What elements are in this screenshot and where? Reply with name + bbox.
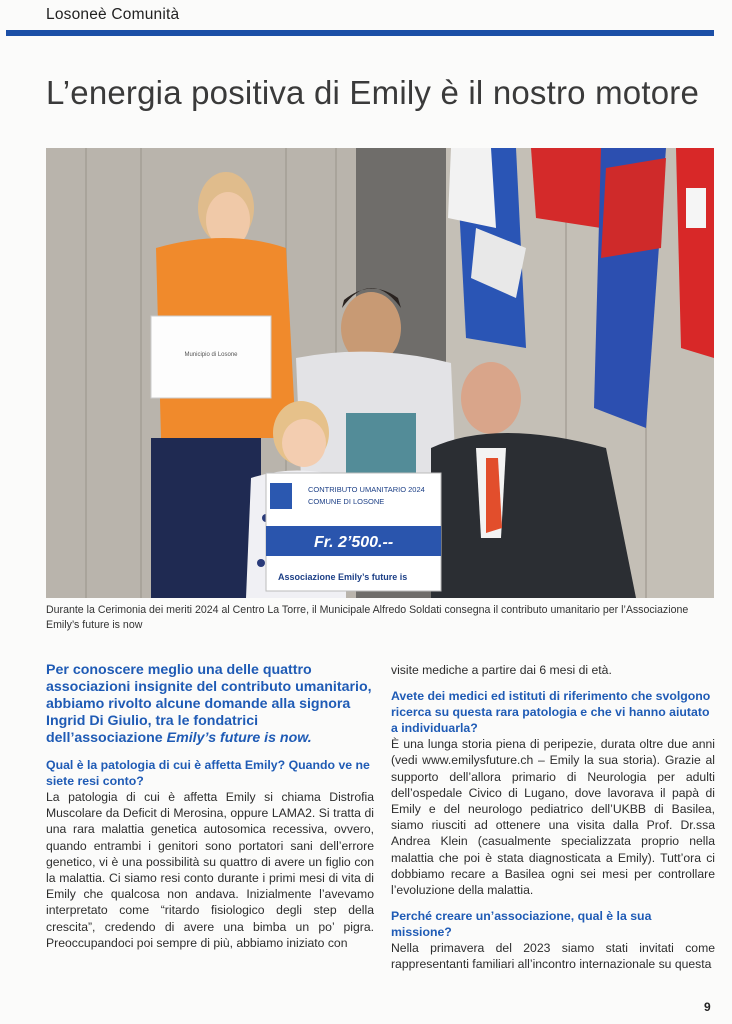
article-headline: L’energia positiva di Emily è il nostro motore <box>46 74 700 111</box>
article-photo <box>46 148 714 598</box>
answer-2: È una lunga storia piena di peripezie, durata oltre due anni (vedi www.emilysfuture.ch – Emily la sua storia). Grazie al supporto dell’allora primario di Neurologia per adulti dell’ospedale Civico di Lugano, dove lavorava il papà di Emily e del neurologo pediatrico dell’UKBB di Basilea, siamo riusciti ad ottenere una visita dalla Prof. Dr.ssa Andrea Klein (casualmente specializzata proprio nella malattia che poi è stata diagnosticata a Emily). Tutt’ora ci dobbiamo recare a Basilea ogni sei mesi per controllare l’evoluzione della malattia. <box>391 737 715 898</box>
answer-1-continued: visite mediche a partire dai 6 mesi di età. <box>391 663 612 677</box>
certificate-text: Municipio di Losone <box>184 352 238 358</box>
photo-caption: Durante la Cerimonia dei meriti 2024 al Centro La Torre, il Municipale Alfredo Soldati consegna il contributo umanitario per l’Associazione Emily’s future is now <box>46 604 689 631</box>
question-2: Avete dei medici ed istituti di riferimento che svolgono ricerca su questa rara patologia e che vi hanno aiutato a individuarla? <box>391 689 711 736</box>
article-lead: Per conoscere meglio una delle quattro associazioni insignite del contributo umanitario, abbiamo rivolto alcune domande alla signora Ingrid Di Giulio, tra le fondatrici dell’associazione Emily’s future is now. <box>46 662 372 746</box>
check-subtitle: COMUNE DI LOSONE <box>308 497 385 506</box>
check-amount: Fr. 2’500.-- <box>314 534 394 551</box>
header-rule <box>6 30 714 36</box>
section-label: Losoneè Comunità <box>46 6 180 23</box>
donation-check <box>266 473 441 591</box>
page-number: 9 <box>704 1000 711 1014</box>
answer-3: Nella primavera del 2023 siamo stati invitati come rappresentanti familiari all’incontro internazionale su questa <box>391 941 715 972</box>
article-column-left <box>46 662 374 951</box>
answer-1: La patologia di cui è affetta Emily si chiama Distrofia Muscolare da Deficit di Merosina, oppure LAMA2. Si tratta di una rara malattia genetica autosomica recessiva, ovvero, quando entrambi i genitori sono portatori sani dell’errore genetico, vi è una possibilità su quattro di avere un figlio con la malattia. Ci siamo resi conto durante i primi mesi di vita di Emily che qualcosa non andava. Inizialmente l’avevamo interpretato come “ritardo fisiologico degli step della crescita”, credendo di avere una bimba un po’ pigra. Preoccupandoci poi sempre di più, abbiamo iniziato con <box>46 790 374 950</box>
question-1: Qual è la patologia di cui è affetta Emily? Quando ve ne siete resi conto? <box>46 758 370 788</box>
article-column-right <box>391 662 715 973</box>
check-title: CONTRIBUTO UMANITARIO 2024 <box>308 485 425 494</box>
question-3: Perché creare un’associazione, qual è la sua missione? <box>391 909 652 940</box>
check-recipient: Associazione Emily’s future is <box>278 572 408 582</box>
